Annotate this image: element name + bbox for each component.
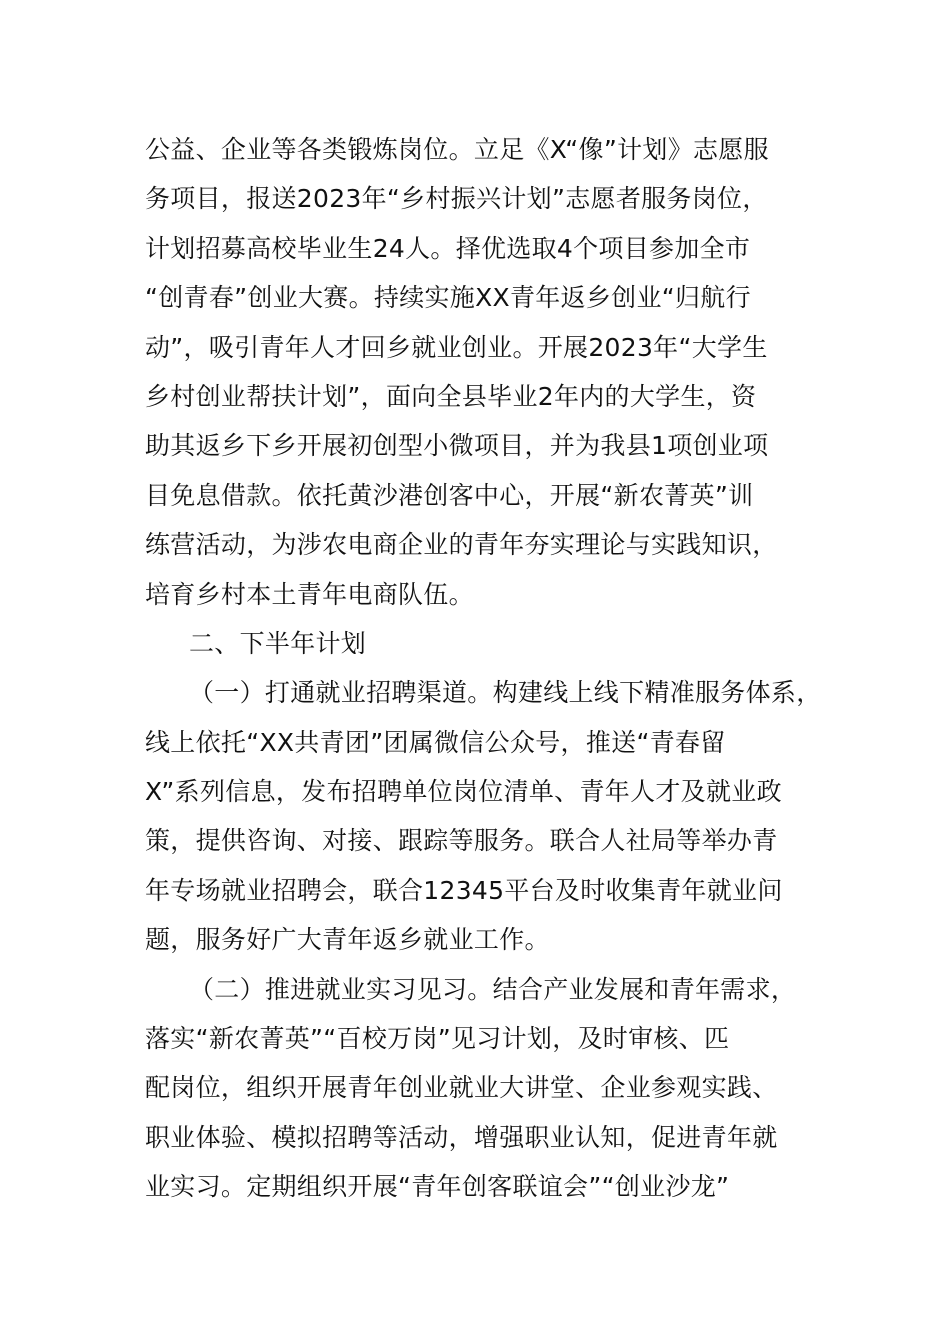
subsection-first-line: （二）推进就业实习见习。结合产业发展和青年需求，: [189, 974, 797, 1004]
text-line: 线上依托“XX共青团”团属微信公众号，推送“青春留: [145, 727, 726, 757]
text-line: 计划招募高校毕业生24人。择优选取4个项目参加全市: [145, 233, 751, 263]
text-line: 动”，吸引青年人才回乡就业创业。开展2023年“大学生: [145, 332, 768, 362]
text-line: X”系列信息，发布招聘单位岗位清单、青年人才及就业政: [145, 777, 782, 807]
text-line: “创青春”创业大赛。持续实施XX青年返乡创业“归航行: [145, 283, 751, 313]
text-line: 业实习。定期组织开展“青年创客联谊会”“创业沙龙”: [145, 1172, 730, 1202]
text-line: 目免息借款。依托黄沙港创客中心，开展“新农菁英”训: [145, 480, 754, 510]
text-line: 职业体验、模拟招聘等活动，增强职业认知，促进青年就: [145, 1122, 778, 1152]
text-line: 题，服务好广大青年返乡就业工作。: [145, 925, 550, 955]
text-line: 练营活动，为涉农电商企业的青年夯实理论与实践知识，: [145, 530, 778, 560]
section-heading: 二、下半年计划: [189, 628, 367, 658]
text-line: 务项目，报送2023年“乡村振兴计划”志愿者服务岗位，: [145, 184, 768, 214]
text-line: 公益、企业等各类锻炼岗位。立足《X“像”计划》志愿服: [145, 135, 769, 164]
text-line: 配岗位，组织开展青年创业就业大讲堂、企业参观实践、: [145, 1073, 778, 1103]
subsection-first-line: （一）打通就业招聘渠道。构建线上线下精准服务体系，: [189, 678, 822, 708]
text-line: 落实“新农菁英”“百校万岗”见习计划，及时审核、匹: [145, 1024, 730, 1054]
text-line: 助其返乡下乡开展初创型小微项目，并为我县1项创业项: [145, 431, 769, 461]
text-line: 年专场就业招聘会，联合12345平台及时收集青年就业问: [145, 875, 783, 905]
text-line: 乡村创业帮扶计划”，面向全县毕业2年内的大学生，资: [145, 381, 757, 411]
text-line: 培育乡村本土青年电商队伍。: [145, 579, 474, 609]
document-body: [145, 125, 835, 1212]
text-line: 策，提供咨询、对接、跟踪等服务。联合人社局等举办青: [145, 826, 778, 856]
